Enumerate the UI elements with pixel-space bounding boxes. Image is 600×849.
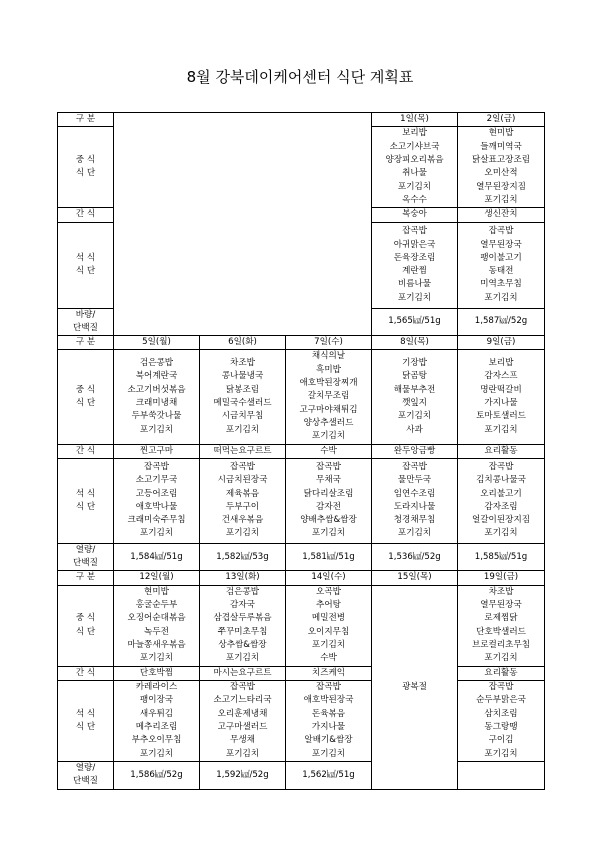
label-dinner: 석 식 식 단	[58, 458, 114, 543]
label-kcal-row	[58, 762, 545, 790]
kcal-cell-1: 1,586㎉/52g	[114, 762, 200, 790]
snack-cell-5: 생신잔치	[458, 208, 545, 222]
label-gubun: 구 분	[58, 113, 114, 127]
dinner-cell-3: 잡곡밥 애호박된장국 돈육볶음 가지나물 알배기&쌈장 포기김치	[286, 681, 372, 762]
day-header-4: 1일(목)	[372, 113, 458, 127]
label-kcal: 바량/ 단백질	[58, 308, 114, 336]
kcal-cell-4: 1,536㎉/52g	[372, 543, 458, 571]
day-header-3: 7일(수)	[286, 336, 372, 350]
lunch-cell-3: 오곡밥 추어탕 메밀전병 오이지무침 포기김치 수박	[286, 585, 372, 666]
snack-cell-2: 마시는요구르트	[200, 666, 286, 680]
label-lunch: 중 식 식 단	[58, 127, 114, 208]
lunch-cell-5: 현미밥 들깨미역국 닭살표고장조림 오미산적 열무된장지짐 포기김치	[458, 127, 545, 208]
day-header-5: 2일(금)	[458, 113, 545, 127]
holiday-cell: 광복절	[372, 585, 458, 789]
lunch-cell-4: 기장밥 닭곰탕 해물부추전 깻잎지 포기김치 사과	[372, 350, 458, 444]
snack-cell-4: 완두앙금빵	[372, 444, 458, 458]
label-gubun-row	[58, 571, 545, 585]
label-kcal: 열량/ 단백질	[58, 762, 114, 790]
snack-cell-2: 떠먹는요구르트	[200, 444, 286, 458]
kcal-cell-2: 1,582㎉/53g	[200, 543, 286, 571]
label-lunch-row	[58, 350, 545, 444]
meal-plan-table	[57, 112, 545, 790]
dinner-cell-2: 잡곡밥 시금치된장국 제육볶음 두부구이 건새우볶음 포기김치	[200, 458, 286, 543]
dinner-cell-3: 잡곡밥 무채국 닭다리살조림 감자전 양배추쌈&쌈장 포기김치	[286, 458, 372, 543]
label-lunch-row	[58, 585, 545, 666]
lunch-cell-2: 차조밥 콩나물냉국 닭봉조림 메밀국수샐러드 시금치무침 포기김치	[200, 350, 286, 444]
label-gubun-row	[58, 336, 545, 350]
label-snack-row	[58, 444, 545, 458]
kcal-cell-4	[458, 762, 545, 790]
label-snack: 간 식	[58, 208, 114, 222]
dinner-cell-5: 잡곡밥 열무된장국 팽이불고기 동태전 미역초무침 포기김치	[458, 222, 545, 308]
lunch-cell-5: 보리밥 감자스프 명란떡갈비 가지나물 토마토샐러드 포기김치	[458, 350, 545, 444]
label-snack: 간 식	[58, 666, 114, 680]
dinner-cell-4: 잡곡밥 물만두국 임연수조림 도라지나물 청경채무침 포기김치	[372, 458, 458, 543]
dinner-cell-4: 잡곡밥 아귀맑은국 돈육장조림 계란찜 비름나물 포기김치	[372, 222, 458, 308]
dinner-cell-1: 카레라이스 팽이장국 새우튀김 메추리조림 부추오이무침 포기김치	[114, 681, 200, 762]
snack-cell-4: 복숭아	[372, 208, 458, 222]
label-gubun: 구 분	[58, 336, 114, 350]
label-snack-row	[58, 666, 545, 680]
label-gubun-row	[58, 113, 545, 127]
dinner-cell-5: 잡곡밥 순두부맑은국 삼치조림 동그랑땡 구이김 포기김치	[458, 681, 545, 762]
dinner-cell-5: 잡곡밥 김치콩나물국 오리불고기 감자조림 얼갈이된장지짐 포기김치	[458, 458, 545, 543]
kcal-cell-3: 1,562㎉/51g	[286, 762, 372, 790]
lunch-cell-1: 현미밥 홍굴순두부 오징어순대볶음 녹두전 마늘쫑새우볶음 포기김치	[114, 585, 200, 666]
label-snack: 간 식	[58, 444, 114, 458]
label-lunch: 중 식 식 단	[58, 585, 114, 666]
label-kcal-row	[58, 543, 545, 571]
snack-cell-1: 찐고구마	[114, 444, 200, 458]
blank-cell	[114, 113, 372, 336]
label-kcal: 열량/ 단백질	[58, 543, 114, 571]
lunch-cell-1: 검은콩밥 북어계란국 소고기버섯볶음 크래미냉채 두부쑥갓나물 포기김치	[114, 350, 200, 444]
snack-cell-5: 요리활동	[458, 444, 545, 458]
kcal-cell-1: 1,584㎉/51g	[114, 543, 200, 571]
day-header-5: 9일(금)	[458, 336, 545, 350]
kcal-cell-4: 1,565㎉/51g	[372, 308, 458, 336]
day-header-1: 12일(월)	[114, 571, 200, 585]
label-dinner-row	[58, 681, 545, 762]
day-header-2: 6일(화)	[200, 336, 286, 350]
day-header-3: 14일(수)	[286, 571, 372, 585]
day-header-5: 19일(금)	[458, 571, 545, 585]
snack-cell-5: 요리활동	[458, 666, 545, 680]
dinner-cell-2: 잡곡밥 소고기느타리국 오리훈제냉채 고구마샐러드 무생채 포기김치	[200, 681, 286, 762]
lunch-cell-2: 검은콩밥 감자국 삼겹살두루볶음 쭈꾸미초무침 상추쌈&쌈장 포기김치	[200, 585, 286, 666]
kcal-cell-2: 1,592㎉/52g	[200, 762, 286, 790]
lunch-cell-5: 차조밥 열무된장국 로제찜닭 단호박샐러드 브로컬리초무침 포기김치	[458, 585, 545, 666]
kcal-cell-5: 1,587㎉/52g	[458, 308, 545, 336]
label-gubun: 구 분	[58, 571, 114, 585]
dinner-cell-1: 잡곡밥 소고기무국 고등어조림 애호박나물 크래미숙주무침 포기김치	[114, 458, 200, 543]
lunch-cell-4: 보리밥 소고기샤브국 양장피오리볶음 취나물 포기김치 옥수수	[372, 127, 458, 208]
snack-cell-3: 치즈케익	[286, 666, 372, 680]
page-title: 8월 강북데이케어센터 식단 계획표	[186, 68, 414, 86]
snack-cell-1: 단호박찜	[114, 666, 200, 680]
label-dinner: 석 식 식 단	[58, 681, 114, 762]
day-header-4: 15일(목)	[372, 571, 458, 585]
day-header-2: 13일(화)	[200, 571, 286, 585]
kcal-cell-3: 1,581㎉/51g	[286, 543, 372, 571]
label-dinner-row	[58, 458, 545, 543]
day-header-1: 5일(월)	[114, 336, 200, 350]
label-dinner: 석 식 식 단	[58, 222, 114, 308]
day-header-4: 8일(목)	[372, 336, 458, 350]
kcal-cell-5: 1,585㎉/51g	[458, 543, 545, 571]
lunch-cell-3: 채식의날 흑미밥 애호박된장찌개 갈치무조림 고구마야채튀김 양상추샐러드 포기김치	[286, 350, 372, 444]
label-lunch: 중 식 식 단	[58, 350, 114, 444]
snack-cell-3: 수박	[286, 444, 372, 458]
